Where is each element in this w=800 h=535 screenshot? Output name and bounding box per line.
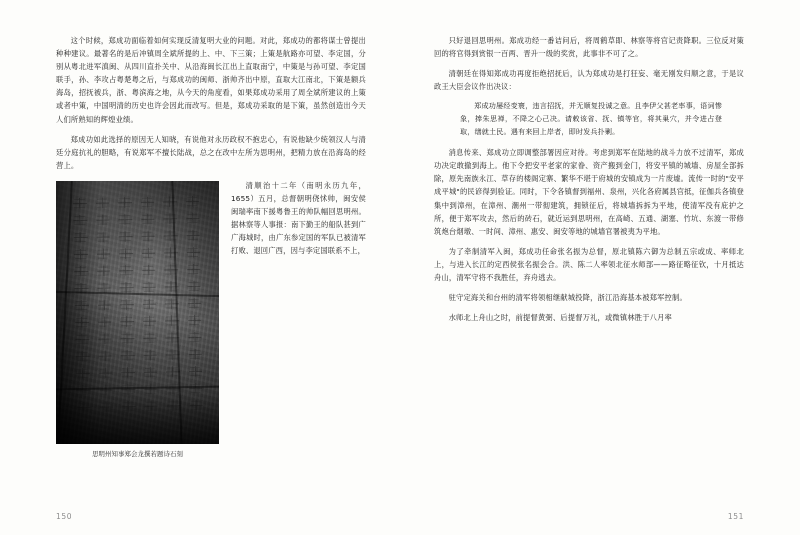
right-page (400, 0, 800, 535)
paragraph: 这个时候，郑成功面临着如何实现反清复明大业的问题。对此，郑成功的都将谋士曾提出种种建议。最著名的是后冲镇周全斌所提的上、中、下三策；上策是航路亦可望、李定国，分别从粤北进军滇闽、从四川直扑关中、从沿海闽长江出上直取南宁，中策是与孙可望、李定国联手，孙、李攻占粤楚粤之后，与郑成功的闽师、浙帅齐出中原，直取大江南北，下策是额兵海岛，招抚被兵，浙、粤滨海之地，从今天的角度看，如果郑成功采用了周全斌所建议的上策或者中策，中国明清的历史也许会因此而改写。但是，郑成功采取的是下策，虽然创造出今天人们所熟知的辉煌业绩。 (56, 36, 366, 124)
stone-inscription-photo (56, 181, 219, 444)
page-number-left: 150 (56, 512, 73, 521)
paragraph: 清顺治十二年（南明永历九年，1655）五月，总督朝明侥怵帅，闽安侯闽瑞率南下援粤鲁王的帅队幅回思明州。据林察等人事报：南下勤王的船队甚到广广海城时，由广东参定国的军队已被清军打败、退回广西，因与李定国联系不上， (231, 180, 366, 256)
text-column (231, 179, 366, 265)
paragraph: 为了牵制清军入闽，郑成功任命张名振为总督，原北镇陈六御为总制五宗或成、率师北上，与进入长江的定西侯张名振会合。洪、陈二人率领北征水师部——路征略征钦，十月抵达舟山，清军守将不我胜任，弃舟逃去。 (434, 246, 744, 282)
paragraph: 清朝廷在得知郑成功再度拒绝招抚后，认为郑成功是打狂妄、毫无刚发归顺之意，于是议政王大臣会议作出决议： (434, 69, 744, 92)
figure-caption: 思明州知事郑会龙撰若题诗石刻 (92, 449, 183, 458)
paragraph: 郑成功如此选择的原因无人知晓，有说他对永历政权不抱忠心，有说他缺少统领汉人与清廷分庭抗礼的胆略，有说郑军不擅长陆战，总之在改中左所为思明州，把精力放在沿海岛的经营上。 (56, 134, 366, 170)
page-number-right: 151 (727, 512, 744, 521)
figure (56, 181, 219, 459)
paragraph: 只好退回思明州。郑成功经一番诘问后，将周鹤草即、林察等将官记责降职。三位反对策回的将官得到赏银一百两、晋升一级的奖赏，此事非不可了之。 (434, 36, 744, 59)
paragraph: 水师北上舟山之时，前提督黄弼、后提督万礼，或微镇林胜于八月率 (448, 313, 672, 323)
paragraph: 驻守定海关和台州的清军将领相继献城投降，浙江沿海基本被郑军控制。 (448, 293, 687, 303)
blockquote (434, 100, 744, 138)
paragraph: 消息传来、郑成功立即调整部署因应对待。考虑到郑军在陆地的战斗力放不过清军，郑成功决定敢撤到海上。他下令把安平老家的家眷、资产搬到金门，将安平镇的城墙、房屋全部拆除，原先南族永江、草存的楼阁定寨、繁华不堪于府城的安镇成为一片废墟。流传一时的"安平成平城"的民谚得到验证。同时，下令各镇督到福州、泉州，兴化各府属县官抵，征伽兵各镇登集中到漳州，在漳州、潮州一带彻建筑，拥锁征后，将城墙拆拆为平地，使清军没有庇护之所，便于郑军攻去，然后的砖石，就近运到思明州，在高崎、五通、湖塞、竹坑、东渡一带修筑炮台烟墩、一时间、漳州、惠安、闽安等地的城墙官署被夷为平地。 (434, 148, 744, 236)
quote-line: 郑成功屡经变寰，违言招抚，并无顺复投诚之意。且李伊父甚老率事，语词惨象，捧朱思禅，不降之心己决。请敕该省、抚、镇等官，将其巢穴，并令进占登取，缮就土民。遇有来回上岸者，即时发兵扑剿。 (460, 101, 722, 136)
photo-shading (56, 392, 219, 444)
